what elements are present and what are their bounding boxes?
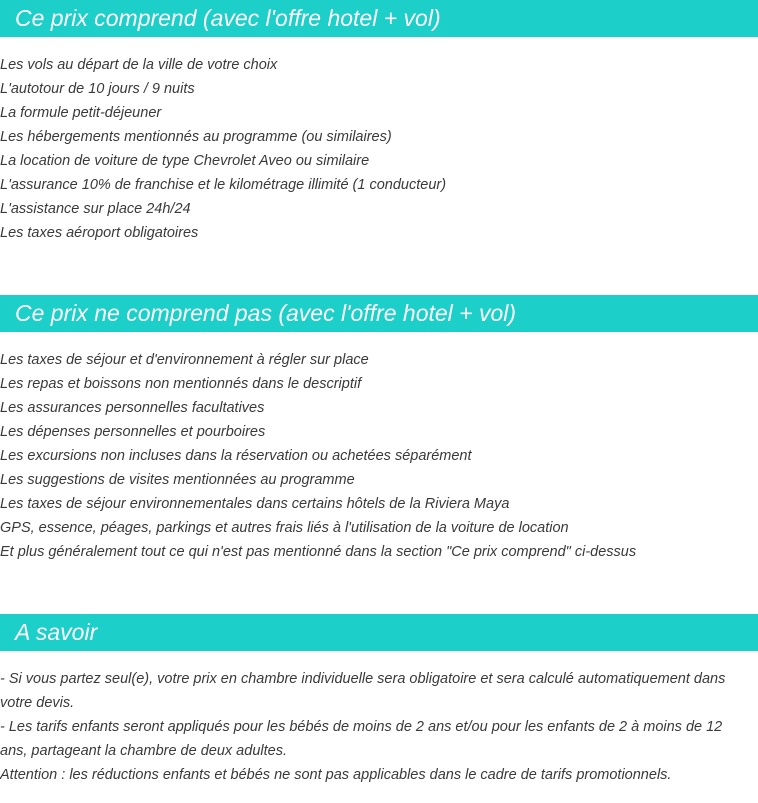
excluded-item: Les suggestions de visites mentionnées au programme: [0, 472, 355, 488]
excluded-item: GPS, essence, péages, parkings et autres frais liés à l'utilisation de la voiture de location: [0, 520, 569, 536]
excluded-section-title: Ce prix ne comprend pas (avec l'offre hotel + vol): [0, 295, 758, 332]
included-item: La location de voiture de type Chevrolet Aveo ou similaire: [0, 153, 370, 169]
excluded-item: Les taxes de séjour et d'environnement à régler sur place: [0, 352, 369, 368]
included-item: La formule petit-déjeuner: [0, 105, 162, 121]
excluded-item: Les taxes de séjour environnementales dans certains hôtels de la Riviera Maya: [0, 496, 510, 512]
excluded-item: Les excursions non incluses dans la réservation ou achetées séparément: [0, 448, 472, 464]
excluded-item: Les dépenses personnelles et pourboires: [0, 424, 266, 440]
excluded-item: Les assurances personnelles facultatives: [0, 400, 265, 416]
included-item: Les taxes aéroport obligatoires: [0, 225, 199, 241]
excluded-item: Et plus généralement tout ce qui n'est pas mentionné dans la section "Ce prix comprend" ci-dessus: [0, 544, 637, 560]
excluded-item: Les repas et boissons non mentionnés dans le descriptif: [0, 376, 362, 392]
info-line-solo: - Si vous partez seul(e), votre prix en chambre individuelle sera obligatoire et sera calculé automatiquement dans votre devis.: [0, 671, 726, 711]
included-item: L'assistance sur place 24h/24: [0, 201, 191, 217]
included-list: [0, 53, 446, 245]
included-item: Les hébergements mentionnés au programme (ou similaires): [0, 129, 392, 145]
info-paragraph: [0, 667, 750, 787]
included-section-title: Ce prix comprend (avec l'offre hotel + vol): [0, 0, 758, 37]
included-item: L'assurance 10% de franchise et le kilométrage illimité (1 conducteur): [0, 177, 447, 193]
included-item: Les vols au départ de la ville de votre choix: [0, 57, 278, 73]
info-line-children: - Les tarifs enfants seront appliqués pour les bébés de moins de 2 ans et/ou pour les enfants de 2 à moins de 12 ans, partageant la chambre de deux adultes.: [0, 719, 723, 759]
excluded-list: [0, 348, 636, 564]
info-line-attention: Attention : les réductions enfants et bébés ne sont pas applicables dans le cadre de tarifs promotionnels.: [0, 767, 672, 783]
included-item: L'autotour de 10 jours / 9 nuits: [0, 81, 195, 97]
info-section-title: A savoir: [0, 614, 758, 651]
